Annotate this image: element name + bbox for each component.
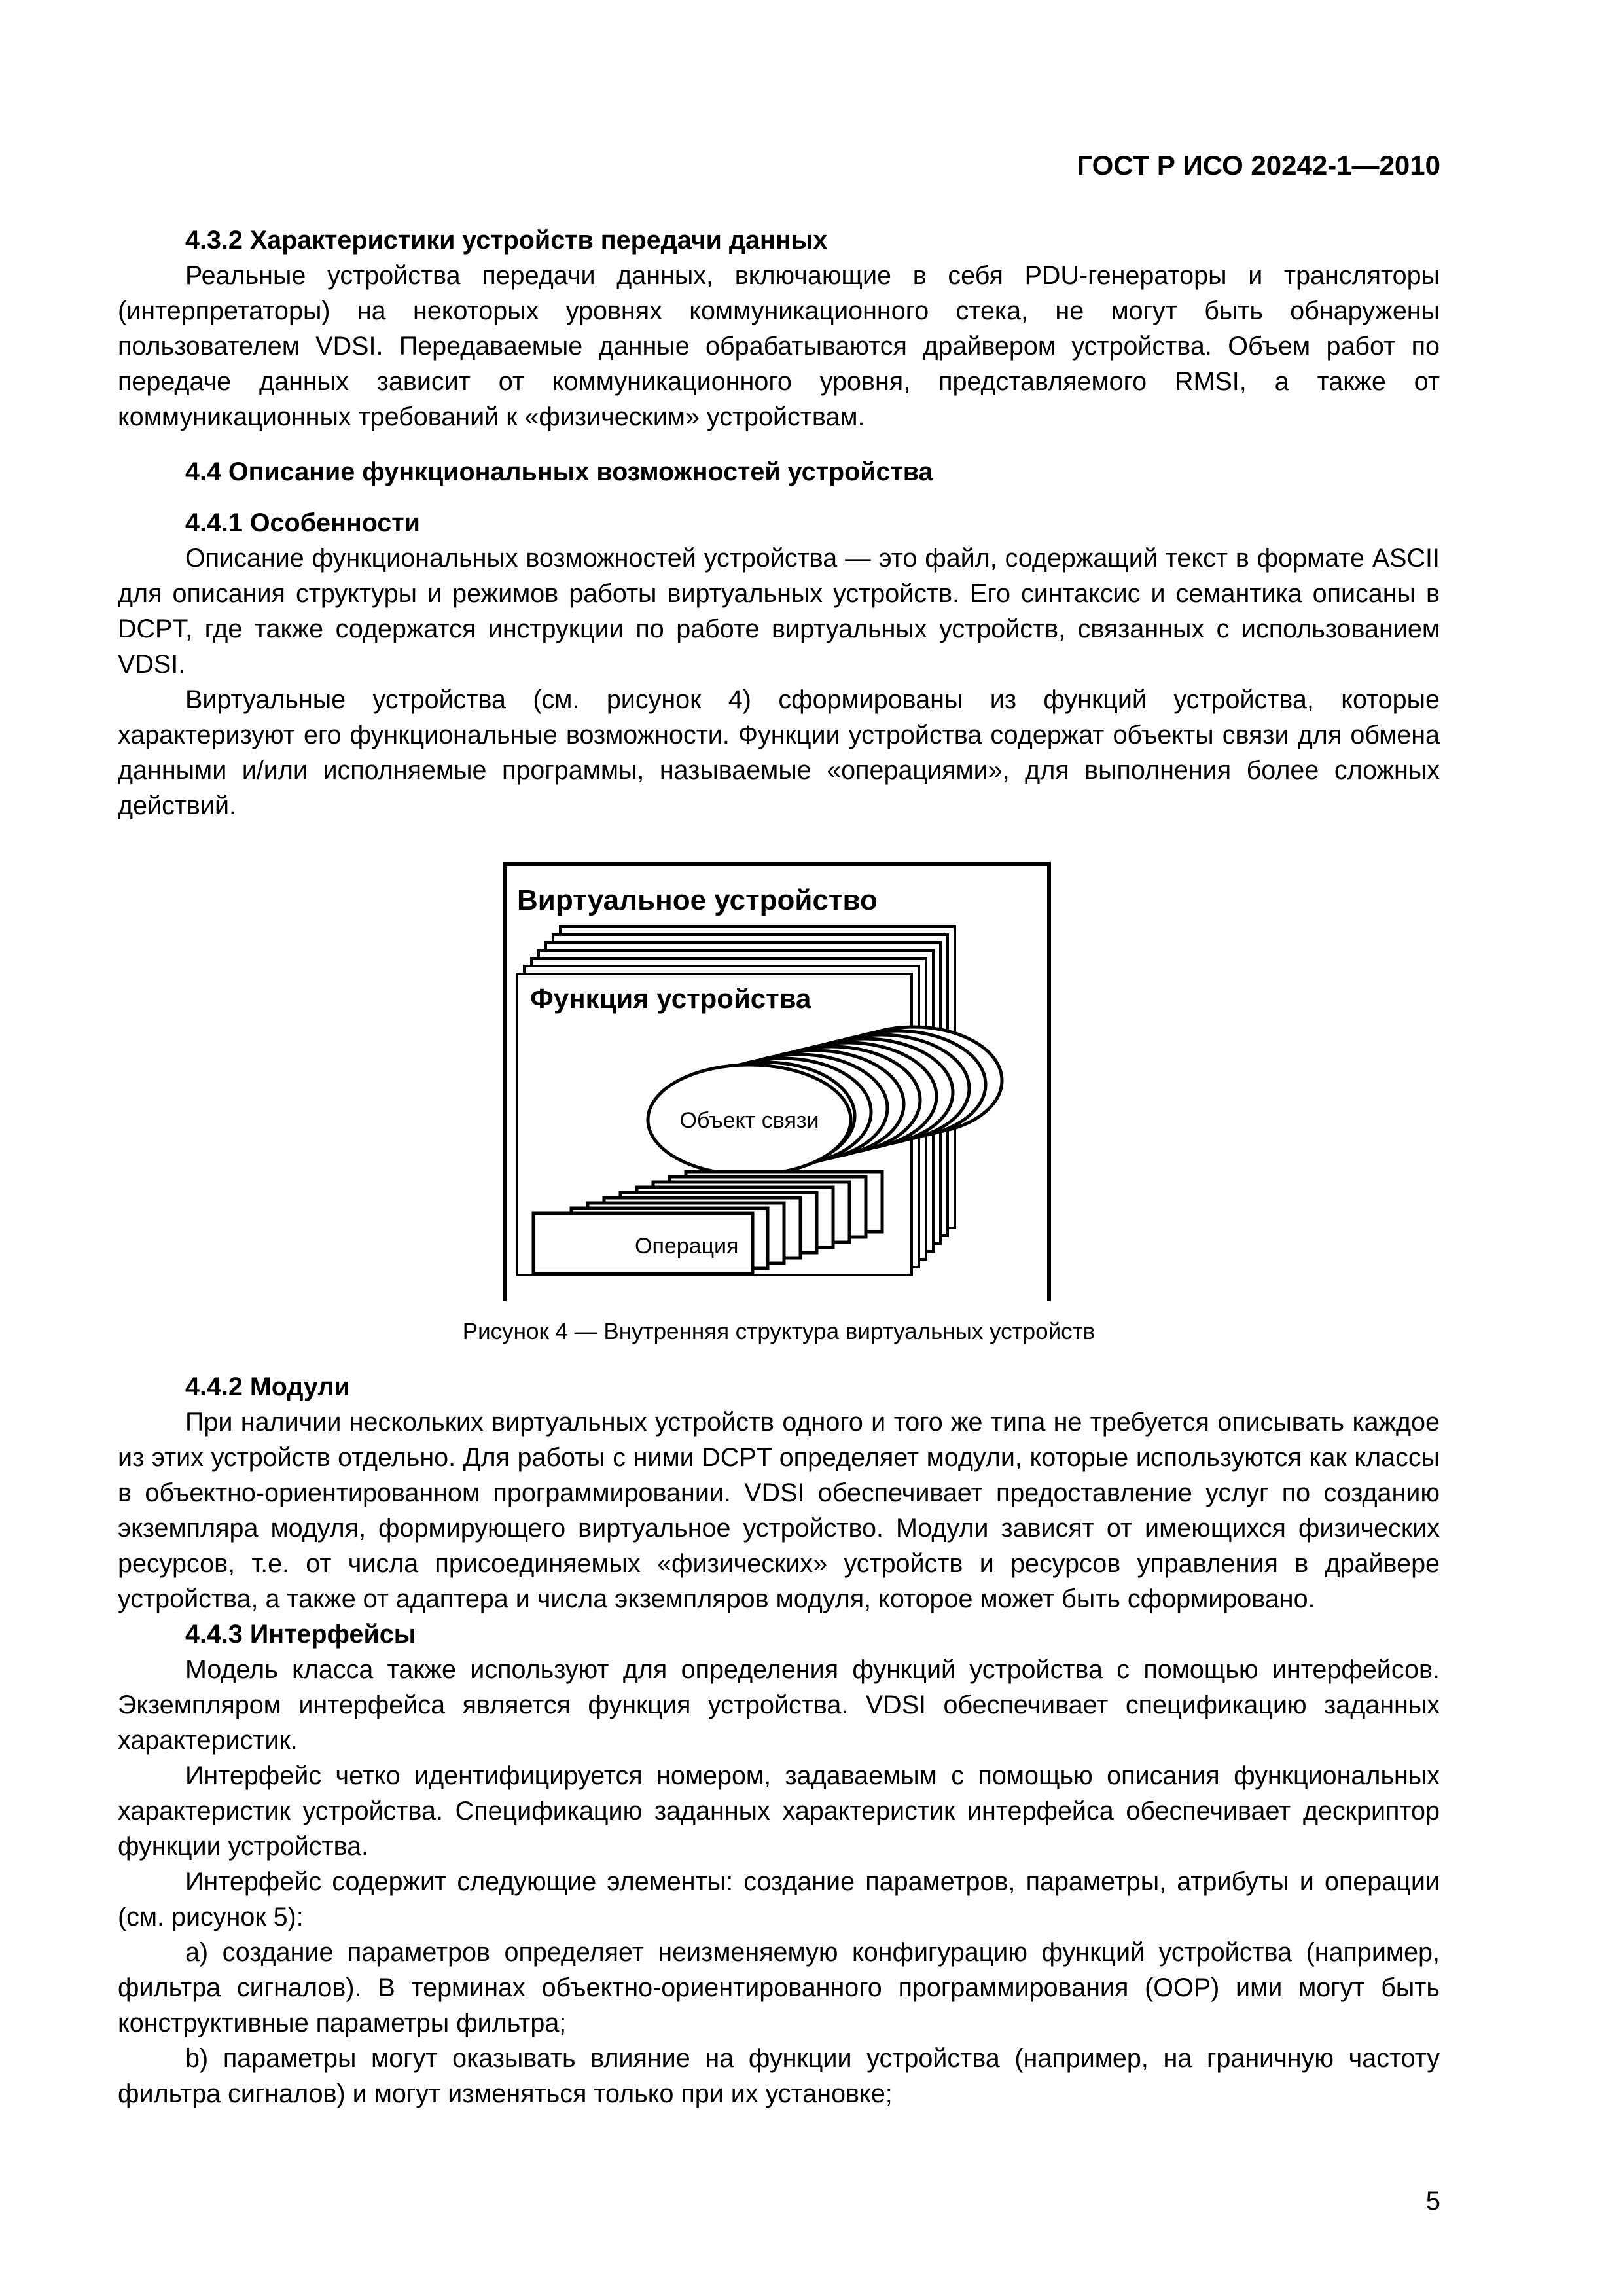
paragraph: Виртуальные устройства (см. рисунок 4) сформированы из функций устройства, которые характеризуют его функциональные возможности. Функции устройства содержат объекты связи для обмена данными и/или исполняемые программы, называемые «операциями», для выполнения более сложных действий. [118,685,1440,820]
section-title-4-4-2: 4.4.2 Модули [185,1372,350,1401]
section-title-4-3-2: 4.3.2 Характеристики устройств передачи данных [185,226,828,255]
paragraph: Модель класса также используют для определения функций устройства с помощью интерфейсов. Экземпляром интерфейса является функция устройства. VDSI обеспечивает спецификацию заданных характеристик. [118,1655,1440,1755]
paragraph: Интерфейс четко идентифицируется номером, задаваемым с помощью описания функциональных характеристик устройства. Спецификацию заданных характеристик интерфейса обеспечивает дескриптор функции устройства. [118,1761,1440,1861]
device-function-label: Функция устройства [530,983,812,1014]
section-title-4-4-1: 4.4.1 Особенности [185,509,420,537]
section-title-4-4-3: 4.4.3 Интерфейсы [185,1620,416,1649]
virtual-device-label: Виртуальное устройство [517,884,878,916]
paragraph: При наличии нескольких виртуальных устройств одного и того же типа не требуется описывать каждое из этих устройств отдельно. Для работы с ними DCPT определяет модули, которые используются как классы в объектно-ориентированном программировании. VDSI обеспечивает предоставление услуг по созданию экземпляра модуля, формирующего виртуальное устройство. Модули зависят от имеющихся физических ресурсов, т.е. от числа присоединяемых «физических» устройств и ресурсов управления в драйвере устройства, а также от адаптера и числа экземпляров модуля, которое может быть сформировано. [118,1408,1440,1613]
list-item-b: b) параметры могут оказывать влияние на функции устройства (например, на граничную частоту фильтра сигналов) и могут изменяться только при их установке; [118,2044,1440,2108]
comm-object-label: Объект связи [679,1108,819,1133]
figure-4 [118,823,1440,1301]
document-header: ГОСТ Р ИСО 20242-1—2010 [1077,150,1440,181]
list-item-a: a) создание параметров определяет неизменяемую конфигурацию функций устройства (например, фильтра сигналов). В терминах объектно-ориентированного программирования (OOP) ими могут быть конструктивные параметры фильтра; [118,1938,1440,2037]
operation-label: Операция [635,1234,739,1259]
figure-caption: Рисунок 4 — Внутренняя структура виртуальных устройств [462,1319,1096,1344]
paragraph: Реальные устройства передачи данных, включающие в себя PDU-генераторы и трансляторы (интерпретаторы) на некоторых уровнях коммуникационного стека, не могут быть обнаружены пользователем VDSI. Передаваемые данные обрабатываются драйвером устройства. Объем работ по передаче данных зависит от коммуникационного уровня, представляемого RMSI, а также от коммуникационных требований к «физическим» устройствам. [118,261,1440,431]
page-number: 5 [1425,2187,1440,2215]
paragraph: Интерфейс содержит следующие элементы: создание параметров, параметры, атрибуты и операции (см. рисунок 5): [118,1867,1440,1931]
paragraph: Описание функциональных возможностей устройства — это файл, содержащий текст в формате ASCII для описания структуры и режимов работы виртуальных устройств. Его синтаксис и семантика описаны в DCPT, где также содержатся инструкции по работе виртуальных устройств, связанных с использованием VDSI. [118,544,1440,679]
figure-4-diagram [118,823,1440,1301]
page-content [118,223,1440,2111]
section-title-4-4: 4.4 Описание функциональных возможностей устройства [185,457,933,486]
